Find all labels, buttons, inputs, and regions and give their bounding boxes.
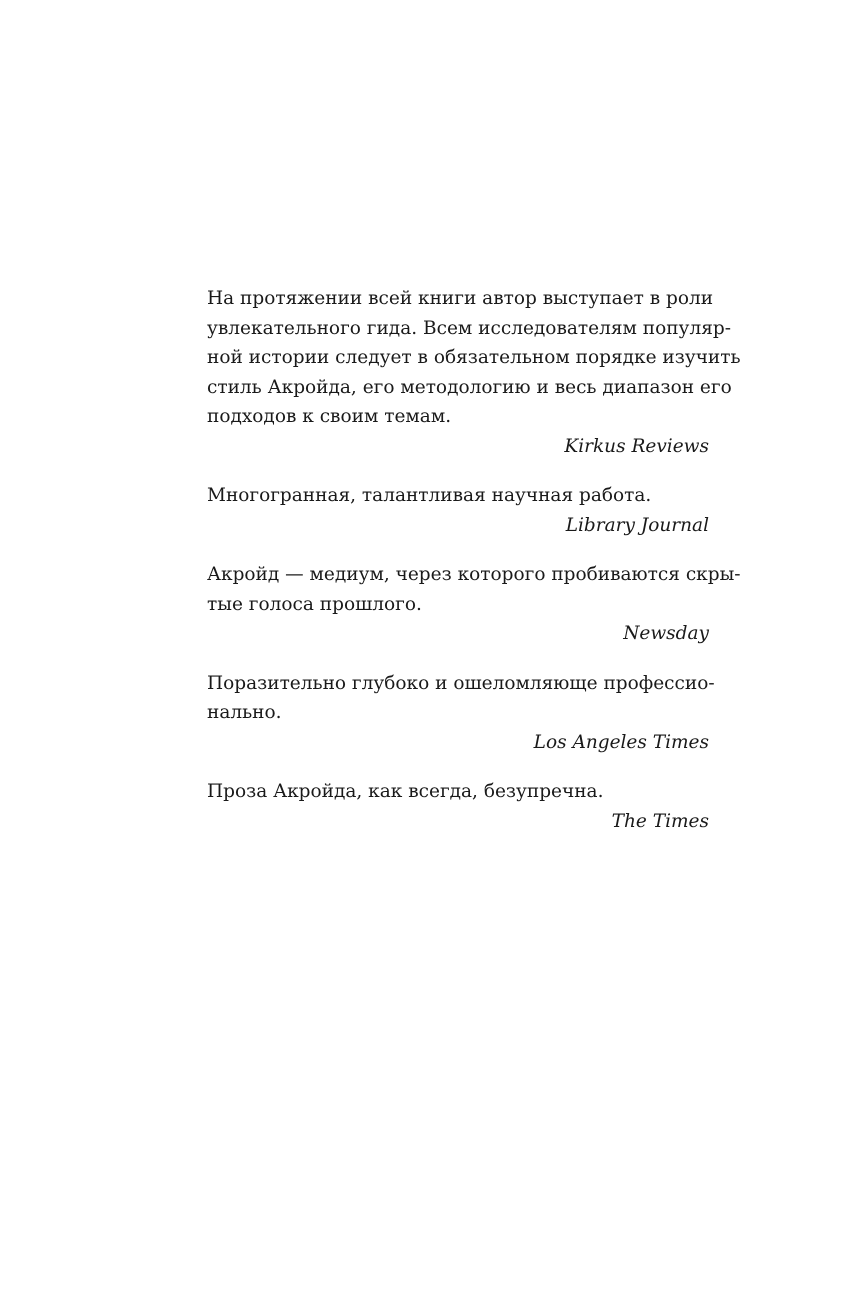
quote-line: тые голоса прошлого. [207, 593, 422, 615]
blurb-source: Los Angeles Times [533, 731, 709, 753]
blurb-kirkus-reviews [207, 284, 741, 461]
review-blurbs-column [207, 284, 741, 856]
blurb-source: The Times [611, 810, 709, 832]
quote-line: Акройд — медиум, через которого пробиваются скры- [207, 564, 741, 585]
blurb-source: Kirkus Reviews [564, 435, 709, 457]
quote-line: Поразительно глубоко и ошеломляюще профессио- [207, 672, 715, 694]
quote-line: увлекательного гида. Всем исследователям популяр- [207, 317, 731, 339]
quote-line: нально. [207, 702, 282, 723]
blurb-quote [207, 669, 715, 728]
blurb-quote [207, 481, 709, 511]
blurb-quote [207, 560, 741, 619]
blurb-library-journal [207, 481, 709, 540]
quote-line: подходов к своим темам. [207, 406, 452, 427]
quote-line: стиль Акройда, его методологию и весь диапазон его [207, 376, 732, 398]
quote-line: ной истории следует в обязательном порядке изучить [207, 347, 741, 368]
blurb-los-angeles-times [207, 669, 715, 758]
quote-line: На протяжении всей книги автор выступает в роли [207, 288, 714, 309]
quote-line: Проза Акройда, как всегда, безупречна. [207, 781, 604, 802]
blurb-the-times [207, 777, 709, 836]
quote-line: Многогранная, талантливая научная работа. [207, 485, 652, 506]
blurb-source: Newsday [623, 623, 709, 644]
blurb-quote [207, 777, 709, 807]
blurb-source: Library Journal [565, 514, 709, 536]
blurb-quote [207, 284, 741, 432]
blurb-newsday [207, 560, 741, 649]
